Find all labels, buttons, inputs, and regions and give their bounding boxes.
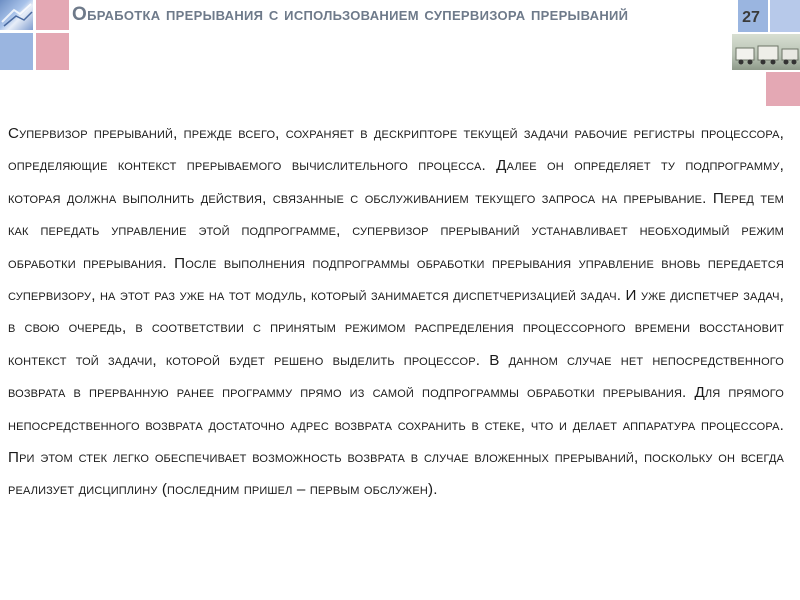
- decorative-tile: [36, 33, 69, 70]
- slide-body-text: Супервизор прерываний, прежде всего, сохраняет в дескрипторе текущей задачи рабочие регистры процессора, определяющие контекст прерываемого вычислительного процесса. Далее он определяет ту подпрограмму, которая должна выполнить действия, связанные с обслуживанием текущего запроса на прерывание. Перед тем как передать управление этой подпрограмме, супервизор прерываний устанавливает необходимый режим обработки прерывания. После выполнения подпрограммы обработки прерывания управление вновь передается супервизору, на этот раз уже на тот модуль, который занимается диспетчеризацией задач. И уже диспетчер задач, в свою очередь, в соответствии с принятым режимом распределения процессорного времени восстановит контекст той задачи, которой будет решено выделить процессор. В данном случае нет непосредственного возврата в прерванную ранее программу прямо из самой подпрограммы обработки прерывания. Для прямого непосредственного возврата достаточно адрес возврата сохранить в стеке, что и делает аппаратура процессора. При этом стек легко обеспечивает возможность возврата в случае вложенных прерываний, поскольку он всегда реализует дисциплину (последним пришел – первым обслужен).: [8, 125, 784, 499]
- abstract-photo-thumbnail: [0, 0, 33, 30]
- decorative-tile: [766, 72, 800, 106]
- vehicles-photo-thumbnail: [732, 34, 800, 70]
- slide-title: Обработка прерывания с использованием супервизора прерываний: [72, 4, 629, 25]
- slide-number: 27: [742, 9, 760, 26]
- decorative-tile: [0, 33, 33, 70]
- decorative-tile: [36, 0, 69, 30]
- decorative-tile: [770, 0, 800, 32]
